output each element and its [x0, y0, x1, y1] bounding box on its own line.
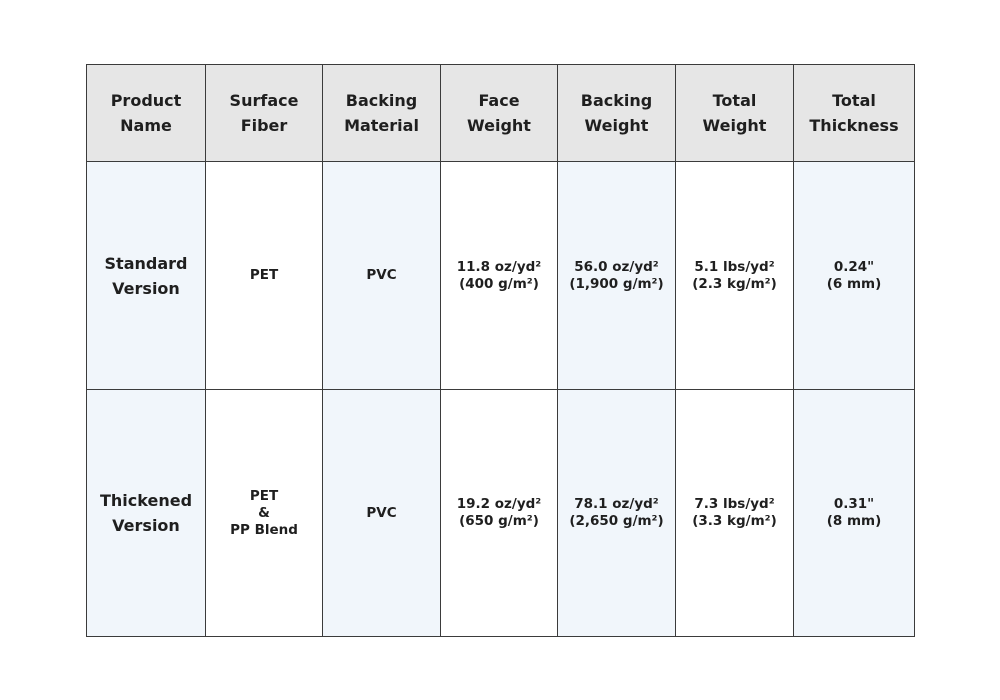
- cell-text-line: &: [258, 504, 270, 521]
- product-spec-table: [86, 64, 915, 637]
- cell-text-line: Thickened: [99, 491, 193, 510]
- cell-text-line: (8 mm): [826, 513, 882, 529]
- table-row-standard-version: [87, 162, 915, 390]
- cell-text-line: 11.8 oz/yd²: [456, 258, 542, 275]
- header-face-weight: [441, 65, 558, 162]
- cell-total-thickness: [794, 162, 915, 390]
- table-row-thickened-version: [87, 390, 915, 637]
- header-backing-material: [323, 65, 441, 162]
- cell-text-line: Version: [112, 278, 180, 298]
- cell-backing-weight: [558, 162, 676, 390]
- header-text-line: Product: [110, 91, 182, 110]
- header-text-line: Total: [832, 91, 876, 110]
- header-surface-fiber: [206, 65, 323, 162]
- cell-surface-fiber: [206, 390, 323, 637]
- cell-text-line: 5.1 lbs/yd²: [694, 258, 775, 275]
- table-body: [87, 162, 915, 637]
- cell-text-line: PET: [249, 487, 279, 504]
- cell-text-line: 56.0 oz/yd²: [574, 258, 659, 275]
- cell-face-weight: [441, 162, 558, 390]
- header-product-name: [87, 65, 206, 162]
- cell-text-line: PP Blend: [230, 521, 298, 538]
- table-header: [87, 65, 915, 162]
- cell-text-line: (2.3 kg/m²): [692, 275, 777, 292]
- header-text-line: Weight: [584, 116, 649, 135]
- cell-total-weight: [676, 162, 794, 390]
- header-text-line: Backing: [345, 91, 418, 110]
- cell-backing-material: [323, 390, 441, 637]
- header-text-line: Weight: [467, 116, 531, 135]
- header-text-line: Fiber: [240, 116, 288, 135]
- cell-text-line: (650 g/m²): [459, 513, 539, 529]
- cell-total-thickness: [794, 390, 915, 637]
- header-text-line: Total: [712, 91, 757, 110]
- cell-product-name: [87, 390, 206, 637]
- cell-text-line: 0.24": [833, 258, 875, 275]
- header-total-weight: [676, 65, 794, 162]
- header-row: [87, 65, 915, 162]
- cell-text-line: PET: [249, 267, 279, 283]
- cell-text-line: 0.31": [833, 496, 875, 512]
- header-text-line: Backing: [580, 91, 653, 110]
- cell-surface-fiber: [206, 162, 323, 390]
- header-backing-weight: [558, 65, 676, 162]
- cell-text-line: (2,650 g/m²): [569, 513, 664, 529]
- cell-face-weight: [441, 390, 558, 637]
- cell-text-line: Standard: [104, 253, 188, 273]
- cell-text-line: (1,900 g/m²): [569, 275, 664, 292]
- cell-text-line: 78.1 oz/yd²: [574, 496, 659, 512]
- header-text-line: Name: [120, 116, 172, 135]
- cell-backing-material: [323, 162, 441, 390]
- header-text-line: Weight: [702, 116, 767, 135]
- cell-product-name: [87, 162, 206, 390]
- cell-text-line: (3.3 kg/m²): [692, 513, 777, 529]
- header-text-line: Face: [478, 91, 520, 110]
- cell-backing-weight: [558, 390, 676, 637]
- cell-text-line: (400 g/m²): [459, 275, 539, 292]
- header-text-line: Surface: [229, 91, 299, 110]
- header-text-line: Material: [344, 116, 419, 135]
- cell-text-line: 19.2 oz/yd²: [456, 496, 542, 512]
- cell-text-line: (6 mm): [826, 275, 882, 292]
- cell-text-line: PVC: [366, 504, 397, 521]
- cell-text-line: 7.3 lbs/yd²: [694, 496, 775, 512]
- header-text-line: Thickness: [809, 116, 899, 135]
- header-total-thickness: [794, 65, 915, 162]
- cell-text-line: Version: [112, 516, 180, 535]
- cell-text-line: PVC: [366, 267, 397, 283]
- cell-total-weight: [676, 390, 794, 637]
